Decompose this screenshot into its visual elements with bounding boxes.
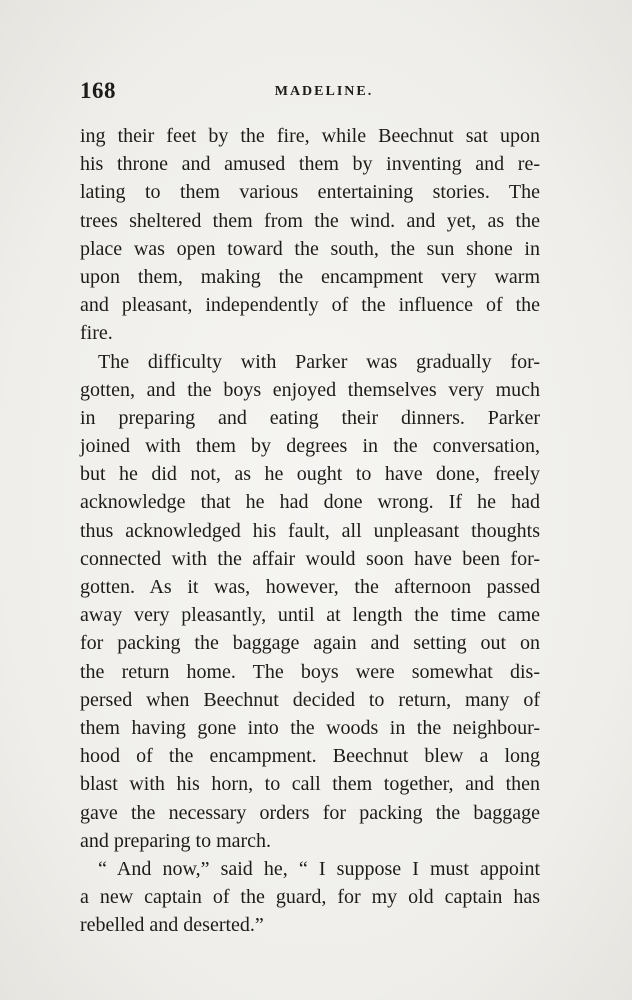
text-line: The difficulty with Parker was gradually for- [98,350,540,373]
text-line: hood of the encampment. Beechnut blew a long [80,745,540,768]
text-line: gave the necessary orders for packing the baggage [80,801,540,824]
text-line: and pleasant, independently of the influence of the [80,294,540,317]
running-head [80,78,568,108]
text-line: joined with them by degrees in the conversation, [80,435,540,458]
text-line: rebelled and deserted.” [80,914,264,937]
text-line: them having gone into the woods in the neighbour- [80,716,540,739]
text-line: but he did not, as he ought to have done, freely [80,463,540,486]
text-line: thus acknowledged his fault, all unpleasant thoughts [80,519,540,542]
text-line: “ And now,” said he, “ I suppose I must appoint [98,857,540,880]
text-line: and preparing to march. [80,829,272,852]
text-line: in preparing and eating their dinners. Parker [80,406,540,429]
text-line: place was open toward the south, the sun shone in [80,237,540,260]
text-line: the return home. The boys were somewhat dis- [80,660,540,683]
text-line: gotten, and the boys enjoyed themselves very much [80,378,540,401]
text-line: gotten. As it was, however, the afternoon passed [80,576,540,598]
page-number: 168 [80,78,116,103]
text-line: blast with his horn, to call them together, and then [80,773,540,796]
text-line: trees sheltered them from the wind. and yet, as the [80,209,540,232]
text-line: for packing the baggage again and setting out on [80,632,540,655]
running-title: MADELINE. [274,84,374,99]
body-text [80,122,540,939]
text-line: his throne and amused them by inventing and re- [80,153,540,176]
text-line: connected with the affair would soon have been for- [80,547,540,570]
text-line: fire. [80,322,113,345]
text-line: persed when Beechnut decided to return, many of [80,688,540,711]
text-line: upon them, making the encampment very warm [80,265,540,288]
text-line: a new captain of the guard, for my old captain has [80,886,540,909]
text-line: acknowledge that he had done wrong. If he had [80,491,540,514]
text-line: ing their feet by the fire, while Beechnut sat upon [80,125,540,147]
text-line: lating to them various entertaining stories. The [80,181,540,204]
text-line: away very pleasantly, until at length the time came [80,604,540,627]
